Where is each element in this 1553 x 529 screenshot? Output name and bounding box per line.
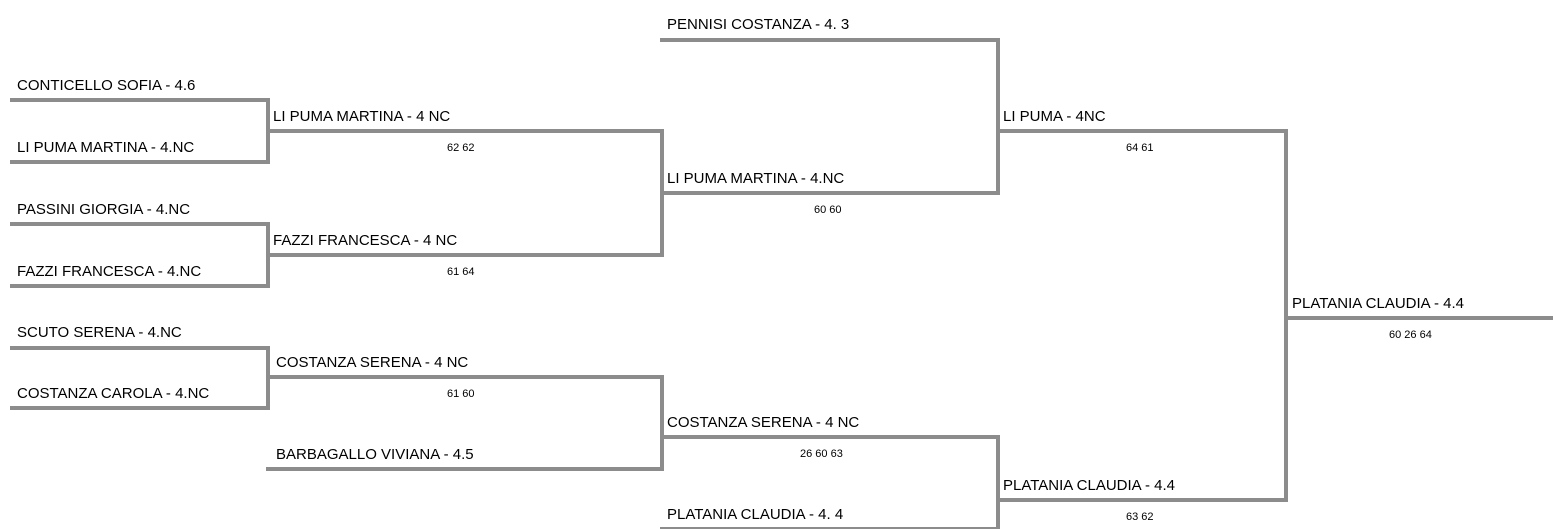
r2-winner2-score: 61 64	[447, 266, 475, 278]
r3-winner2-name: COSTANZA SERENA - 4 NC	[667, 414, 860, 431]
r1-m2-player2: FAZZI FRANCESCA - 4.NC	[17, 263, 202, 280]
r3-winner1-score: 60 60	[814, 204, 842, 216]
r2-bye-name: BARBAGALLO VIVIANA - 4.5	[276, 446, 474, 463]
sf-winner2-score: 63 62	[1126, 511, 1154, 523]
r3-winner1-name: LI PUMA MARTINA - 4.NC	[667, 170, 845, 187]
r1-m2-player1: PASSINI GIORGIA - 4.NC	[17, 201, 191, 218]
r1-m1-player1: CONTICELLO SOFIA - 4.6	[17, 77, 196, 94]
r3-winner2-score: 26 60 63	[800, 448, 843, 460]
r1-m1-player2: LI PUMA MARTINA - 4.NC	[17, 139, 195, 156]
r2-winner3-score: 61 60	[447, 388, 475, 400]
sf-winner2-name: PLATANIA CLAUDIA - 4.4	[1003, 477, 1176, 494]
r3-bye-bottom-name: PLATANIA CLAUDIA - 4. 4	[667, 506, 844, 523]
sf-winner1-score: 64 61	[1126, 142, 1154, 154]
r2-winner2-name: FAZZI FRANCESCA - 4 NC	[273, 232, 458, 249]
sf-winner1-name: LI PUMA - 4NC	[1003, 108, 1106, 125]
r1-m3-player1: SCUTO SERENA - 4.NC	[17, 324, 182, 341]
r1-m3-player2: COSTANZA CAROLA - 4.NC	[17, 385, 210, 402]
r2-winner3-name: COSTANZA SERENA - 4 NC	[276, 354, 469, 371]
final-score: 60 26 64	[1389, 329, 1432, 341]
final-winner-name: PLATANIA CLAUDIA - 4.4	[1292, 295, 1465, 312]
r2-winner1-score: 62 62	[447, 142, 475, 154]
r3-bye-top-name: PENNISI COSTANZA - 4. 3	[667, 16, 850, 33]
r2-winner1-name: LI PUMA MARTINA - 4 NC	[273, 108, 451, 125]
